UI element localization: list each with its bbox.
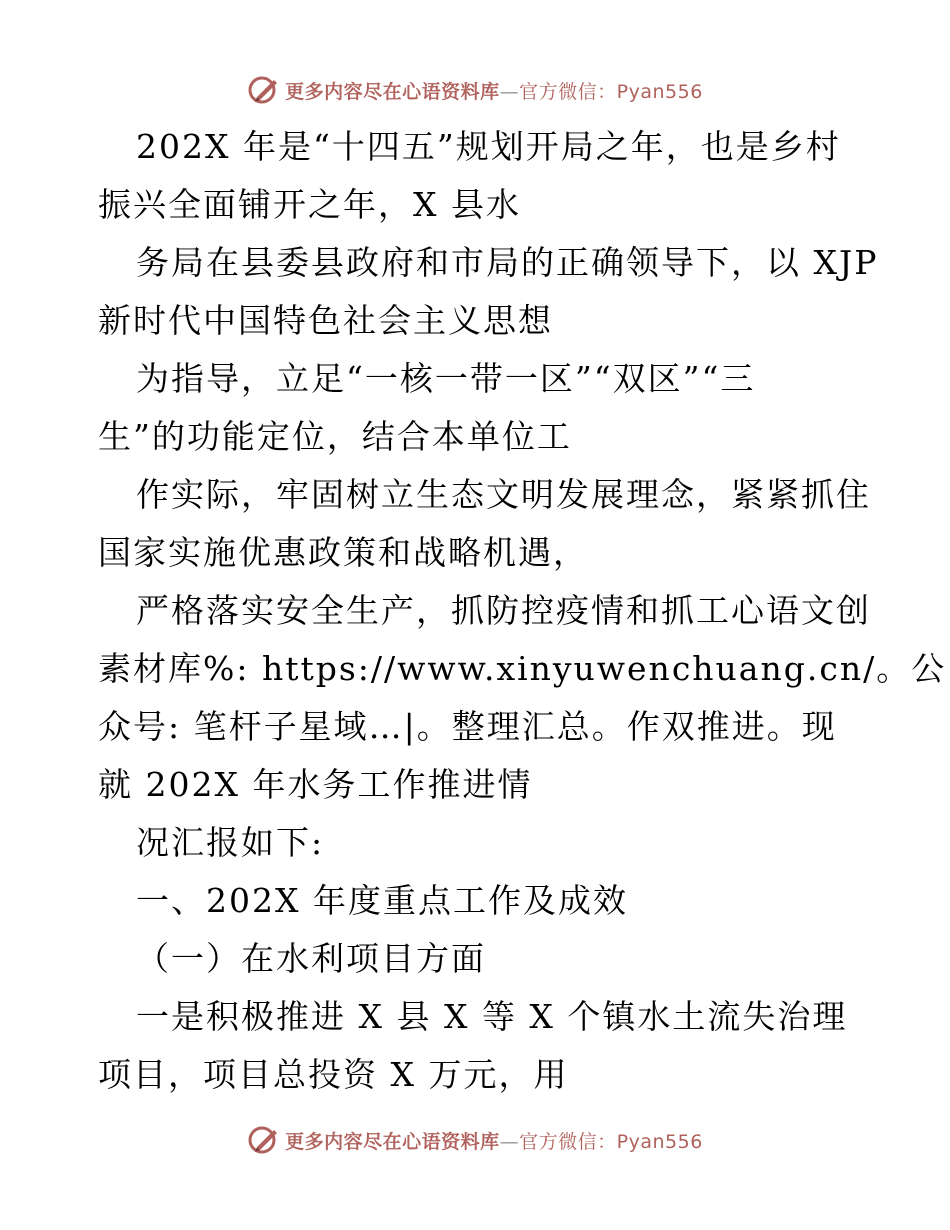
body-line: 况汇报如下: — [136, 823, 325, 862]
pen-logo-icon — [247, 73, 281, 107]
banner-wechat: 官方微信：Pyan556 — [519, 80, 703, 103]
body-line: 项目，项目总投资 X 万元，用 — [98, 1055, 569, 1094]
banner-title: 更多内容尽在心语资料库 — [285, 1130, 500, 1153]
header-banner — [0, 70, 950, 110]
body-line: （一）在水利项目方面 — [136, 939, 486, 978]
banner-wechat: 官方微信：Pyan556 — [519, 1130, 703, 1153]
document-body — [98, 118, 947, 1104]
banner-separator: — — [499, 80, 520, 103]
body-line: 为指导，立足“一核一带一区”“双区”“三 — [136, 359, 756, 398]
body-line: 素材库%: https://www.xinyuwenchuang.cn/。公 — [98, 649, 947, 688]
banner-separator: — — [499, 1130, 520, 1153]
body-line: 国家实施优惠政策和战略机遇， — [98, 533, 588, 572]
banner-title: 更多内容尽在心语资料库 — [285, 80, 500, 103]
body-line: 作实际，牢固树立生态文明发展理念，紧紧抓住 — [136, 475, 871, 514]
body-line: 一、202X 年度重点工作及成效 — [136, 881, 628, 920]
body-line: 振兴全面铺开之年，X 县水 — [98, 185, 521, 224]
body-line: 一是积极推进 X 县 X 等 X 个镇水土流失治理 — [136, 997, 848, 1036]
body-line: 新时代中国特色社会主义思想 — [98, 301, 553, 340]
body-line: 严格落实安全生产，抓防控疫情和抓工心语文创 — [136, 591, 871, 630]
body-line: 202X 年是“十四五”规划开局之年，也是乡村 — [136, 127, 841, 166]
body-line: 就 202X 年水务工作推进情 — [98, 765, 533, 804]
body-line: 众号: 笔杆子星域…|。整理汇总。作双推进。现 — [98, 707, 837, 746]
pen-logo-icon — [247, 1123, 281, 1157]
body-line: 生”的功能定位，结合本单位工 — [98, 417, 572, 456]
footer-banner — [0, 1120, 950, 1160]
body-line: 务局在县委县政府和市局的正确领导下，以 XJP — [136, 243, 879, 282]
